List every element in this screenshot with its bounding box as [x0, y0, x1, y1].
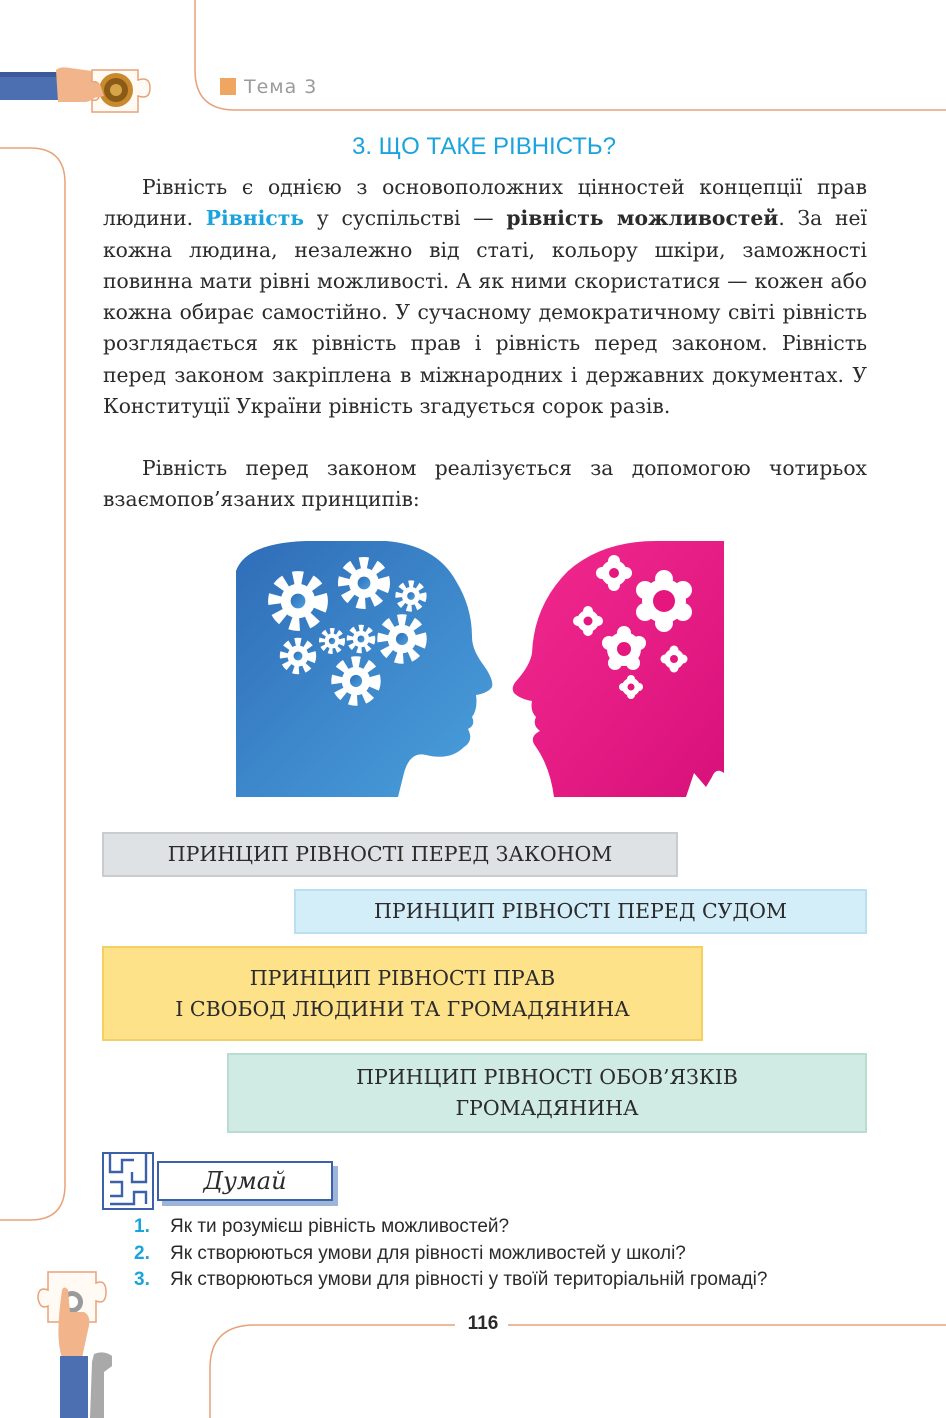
principle-line: ГРОМАДЯНИНА [455, 1096, 639, 1120]
principle-box-law [102, 832, 678, 877]
principle-line: ПРИНЦИП РІВНОСТІ ПРАВ [249, 965, 556, 990]
principle-line: ПРИНЦИП РІВНОСТІ ПЕРЕД СУДОМ [374, 899, 787, 923]
question-text: Як створюються умови для рівності у твоїй територіальній громаді? [170, 1269, 768, 1290]
question-number: 1. [134, 1216, 150, 1237]
question-item [134, 1241, 767, 1268]
question-item [134, 1267, 767, 1294]
intro-text-1: Рівність є однією з основоположних цінностей концепції прав людини. [103, 175, 867, 231]
intro-paragraph [103, 172, 867, 422]
principle-box-rights [102, 946, 703, 1041]
topic-label [220, 76, 317, 98]
page-number: 116 [467, 1313, 499, 1334]
hands-puzzle-bottom-icon [38, 1272, 112, 1418]
principle-box-duties [227, 1053, 867, 1133]
principles-intro-paragraph: Рівність перед законом реалізується за допомогою чотирьох взаємопов’язаних принципів: [103, 456, 867, 512]
question-item [134, 1214, 767, 1241]
hand-puzzle-top-icon [0, 67, 150, 112]
maze-icon [102, 1152, 154, 1210]
principle-line: ПРИНЦИП РІВНОСТІ ОБОВ’ЯЗКІВ [356, 1065, 738, 1089]
topic-text: Тема 3 [244, 76, 318, 98]
topic-marker [220, 78, 236, 95]
term-equality: Рівність [205, 206, 305, 231]
question-text: Як ти розумієш рівність можливостей? [170, 1216, 510, 1237]
principle-line: І СВОБОД ЛЮДИНИ ТА ГРОМАДЯНИНА [175, 996, 630, 1021]
heads-gears-illustration [236, 541, 724, 797]
term-equal-opportunities: рівність можливостей [506, 206, 779, 231]
question-number: 3. [134, 1269, 150, 1290]
question-number: 2. [134, 1242, 150, 1264]
think-label: Думай [157, 1161, 333, 1201]
intro-text-2: у суспільстві — [304, 206, 507, 231]
principle-box-court [294, 889, 867, 934]
intro-text-3: . За неї кожна людина, незалежно від статі, кольору шкіри, заможності повинна мати рівні можливості. А як ними скористатися — кожен або кожна обирає самостійно. У сучасному демократичному світі рівність розглядається як рівність прав і рівність перед законом. Рівність перед законом закріплена в міжнародних і державних документах. У Конституції України рівність згадується сорок разів. [103, 206, 867, 419]
think-questions [134, 1214, 767, 1294]
principle-line: ПРИНЦИП РІВНОСТІ ПЕРЕД ЗАКОНОМ [167, 842, 613, 866]
question-text: Як створюються умови для рівності можливостей у школі? [170, 1242, 686, 1264]
section-heading: 3. ЩО ТАКЕ РІВНІСТЬ? [351, 133, 617, 160]
